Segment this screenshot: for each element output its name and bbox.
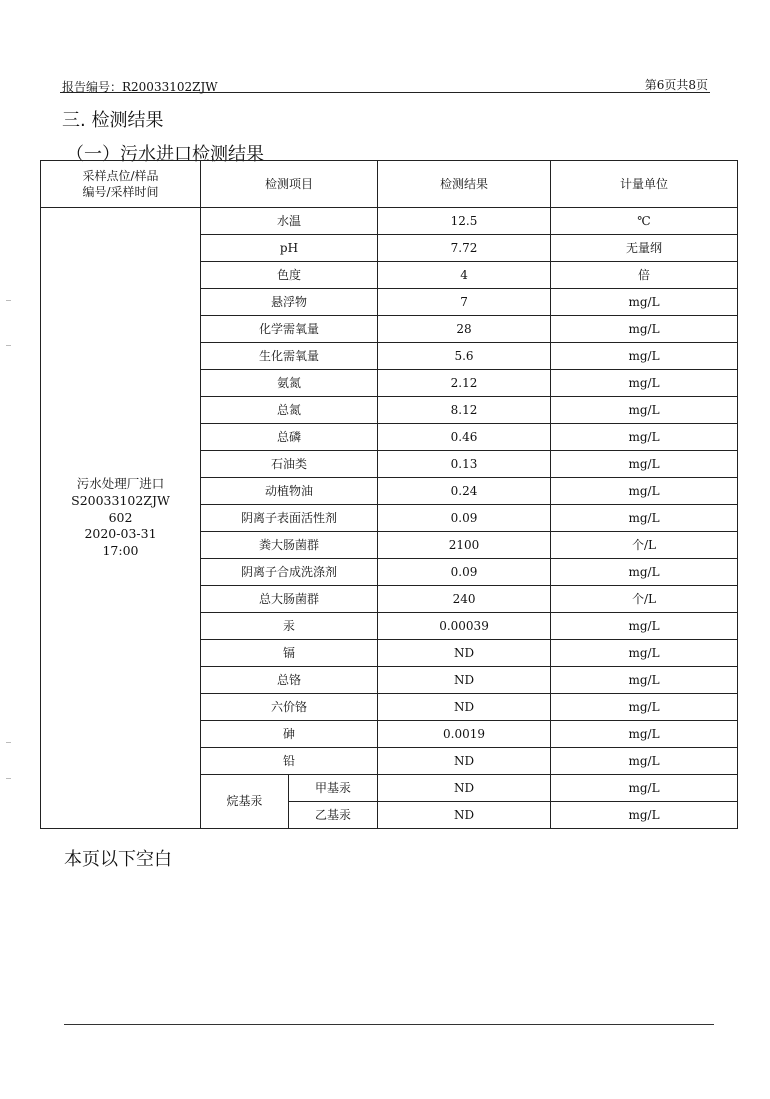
item-cell: 汞 <box>201 613 378 640</box>
table-header-row <box>41 161 738 208</box>
sample-time: 17:00 <box>102 543 139 559</box>
unit-cell: mg/L <box>551 613 738 640</box>
header-sample-line2: 编号/采样时间 <box>82 185 159 199</box>
unit-cell: mg/L <box>551 343 738 370</box>
header-unit: 计量单位 <box>551 161 738 208</box>
page-info: 第6页共8页 <box>644 78 708 92</box>
header-divider <box>60 92 710 93</box>
unit-cell: mg/L <box>551 397 738 424</box>
sub-item-cell: 乙基汞 <box>289 802 378 829</box>
item-cell: 阴离子表面活性剂 <box>201 505 378 532</box>
result-cell: 0.09 <box>378 559 551 586</box>
item-cell: pH <box>201 235 378 262</box>
sample-info-cell <box>41 208 201 829</box>
result-cell: ND <box>378 694 551 721</box>
scan-mark <box>6 778 11 779</box>
scan-mark <box>6 300 11 301</box>
item-cell: 总铬 <box>201 667 378 694</box>
unit-cell: mg/L <box>551 694 738 721</box>
unit-cell: mg/L <box>551 802 738 829</box>
result-cell: ND <box>378 748 551 775</box>
item-cell: 六价铬 <box>201 694 378 721</box>
item-cell: 色度 <box>201 262 378 289</box>
result-cell: 0.0019 <box>378 721 551 748</box>
sample-date: 2020-03-31 <box>84 526 157 542</box>
sub-item-cell: 甲基汞 <box>289 775 378 802</box>
result-cell: 0.00039 <box>378 613 551 640</box>
unit-cell: 倍 <box>551 262 738 289</box>
sample-id: S20033102ZJW <box>71 492 170 508</box>
result-cell: 28 <box>378 316 551 343</box>
scan-mark <box>6 742 11 743</box>
item-cell: 悬浮物 <box>201 289 378 316</box>
result-cell: 7.72 <box>378 235 551 262</box>
result-cell: 12.5 <box>378 208 551 235</box>
alkyl-mercury-group-cell: 烷基汞 <box>201 775 289 829</box>
unit-cell: 无量纲 <box>551 235 738 262</box>
unit-cell: mg/L <box>551 289 738 316</box>
unit-cell: mg/L <box>551 721 738 748</box>
unit-cell: mg/L <box>551 505 738 532</box>
header-item: 检测项目 <box>201 161 378 208</box>
item-cell: 水温 <box>201 208 378 235</box>
scan-mark <box>6 345 11 346</box>
item-cell: 氨氮 <box>201 370 378 397</box>
result-cell: 8.12 <box>378 397 551 424</box>
item-cell: 总大肠菌群 <box>201 586 378 613</box>
unit-cell: mg/L <box>551 748 738 775</box>
report-number: 报告编号：R20033102ZJW <box>62 80 218 94</box>
item-cell: 镉 <box>201 640 378 667</box>
result-cell: ND <box>378 667 551 694</box>
unit-cell: mg/L <box>551 775 738 802</box>
result-cell: 0.13 <box>378 451 551 478</box>
unit-cell: mg/L <box>551 667 738 694</box>
result-cell: 2.12 <box>378 370 551 397</box>
item-cell: 砷 <box>201 721 378 748</box>
item-cell: 粪大肠菌群 <box>201 532 378 559</box>
sample-id-suffix: 602 <box>108 509 133 525</box>
table-row <box>41 208 738 235</box>
item-cell: 阴离子合成洗涤剂 <box>201 559 378 586</box>
item-cell: 石油类 <box>201 451 378 478</box>
result-cell: ND <box>378 802 551 829</box>
subsection-title: （一）污水进口检测结果 <box>66 144 264 165</box>
item-cell: 化学需氧量 <box>201 316 378 343</box>
footer-divider <box>64 1024 714 1025</box>
unit-cell: 个/L <box>551 532 738 559</box>
end-note: 本页以下空白 <box>64 849 172 870</box>
header-result: 检测结果 <box>378 161 551 208</box>
result-cell: 240 <box>378 586 551 613</box>
header-sample <box>41 161 201 208</box>
result-cell: 4 <box>378 262 551 289</box>
results-table <box>40 160 738 829</box>
item-cell: 总氮 <box>201 397 378 424</box>
result-cell: ND <box>378 775 551 802</box>
result-cell: 2100 <box>378 532 551 559</box>
item-cell: 生化需氧量 <box>201 343 378 370</box>
unit-cell: 个/L <box>551 586 738 613</box>
item-cell: 总磷 <box>201 424 378 451</box>
unit-cell: mg/L <box>551 370 738 397</box>
result-cell: 0.09 <box>378 505 551 532</box>
unit-cell: mg/L <box>551 451 738 478</box>
unit-cell: mg/L <box>551 640 738 667</box>
result-cell: 5.6 <box>378 343 551 370</box>
item-cell: 动植物油 <box>201 478 378 505</box>
unit-cell: mg/L <box>551 559 738 586</box>
section-title: 三. 检测结果 <box>62 110 164 131</box>
result-cell: 0.24 <box>378 478 551 505</box>
sample-location: 污水处理厂进口 <box>76 475 165 491</box>
result-cell: 7 <box>378 289 551 316</box>
unit-cell: mg/L <box>551 478 738 505</box>
result-cell: ND <box>378 640 551 667</box>
header-sample-line1: 采样点位/样品 <box>82 168 159 183</box>
result-cell: 0.46 <box>378 424 551 451</box>
item-cell: 铅 <box>201 748 378 775</box>
unit-cell: ℃ <box>551 208 738 235</box>
unit-cell: mg/L <box>551 316 738 343</box>
unit-cell: mg/L <box>551 424 738 451</box>
